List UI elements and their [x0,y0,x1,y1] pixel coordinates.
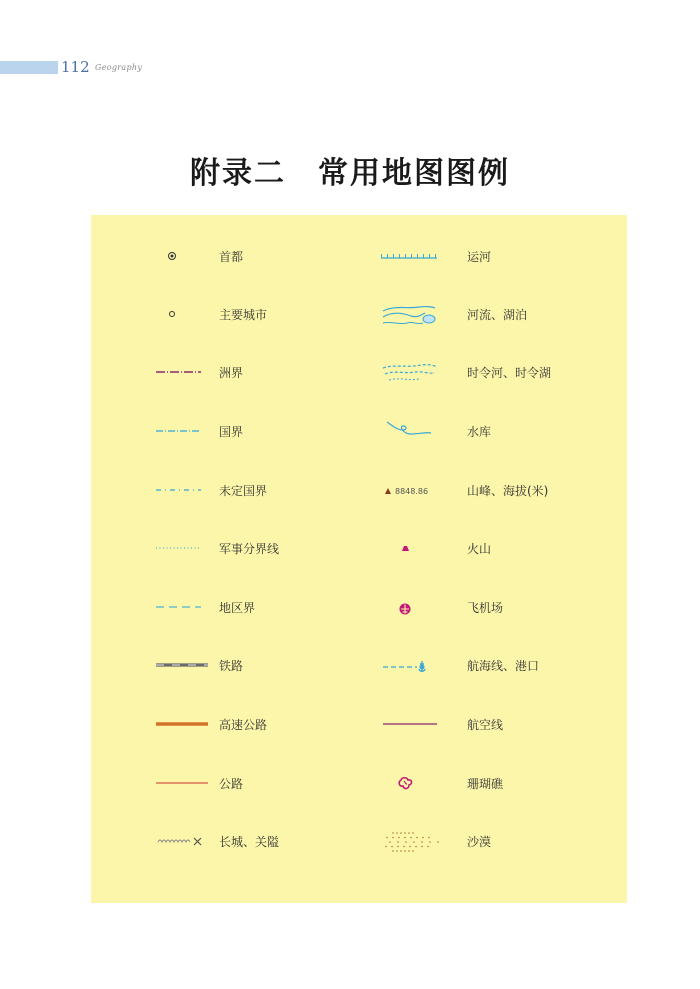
capital-symbol-icon [139,243,209,273]
major-city-symbol-icon [139,301,209,331]
running-head: Geography [95,63,143,72]
legend-label-air-route: 航空线 [467,718,504,732]
national-boundary-symbol-icon [156,418,226,448]
legend-label-capital: 首都 [219,250,244,264]
seasonal-river-symbol-icon [381,359,451,389]
highway-symbol-icon [156,770,226,800]
legend-label-shipping-route: 航海线、港口 [467,659,540,673]
expressway-symbol-icon [156,711,226,741]
legend-label-airport: 飞机场 [467,601,504,615]
volcano-symbol-icon [381,535,451,565]
canal-symbol-icon [381,243,451,273]
legend-label-major-city: 主要城市 [219,308,268,322]
legend-label-coral-reef: 珊瑚礁 [467,777,504,791]
legend-label-reservoir: 水库 [467,425,492,439]
legend-label-railway: 铁路 [219,659,244,673]
undefined-boundary-symbol-icon [156,477,226,507]
air-route-symbol-icon [381,711,451,741]
legend-label-military-line: 军事分界线 [219,542,280,556]
legend-label-regional-boundary: 地区界 [219,601,256,615]
river-lake-symbol-icon [381,301,451,331]
legend-label-seasonal-river: 时令河、时令湖 [467,366,552,380]
railway-symbol-icon [156,652,226,682]
continent-boundary-symbol-icon [156,359,226,389]
coral-reef-symbol-icon [381,770,451,800]
great-wall-symbol-icon [156,828,226,858]
regional-boundary-symbol-icon [156,594,226,624]
legend-label-highway: 公路 [219,777,244,791]
shipping-route-symbol-icon [381,652,451,682]
peak-elevation-text: 8848.86 [395,487,429,496]
desert-symbol-icon [381,828,451,858]
airport-symbol-icon [381,594,451,624]
legend-label-desert: 沙漠 [467,835,492,849]
legend-label-volcano: 火山 [467,542,492,556]
reservoir-symbol-icon [381,418,451,448]
page-number: 112 [61,58,90,76]
military-line-symbol-icon [156,535,226,565]
header-accent-bar [0,61,58,74]
legend-label-canal: 运河 [467,250,492,264]
legend-label-peak: 山峰、海拔(米) [467,484,549,498]
legend-label-undefined-boundary: 未定国界 [219,484,268,498]
legend-label-national-boundary: 国界 [219,425,244,439]
page-title: 附录二 常用地图图例 [190,156,510,191]
legend-panel [91,215,627,903]
legend-label-expressway: 高速公路 [219,718,268,732]
legend-label-river-lake: 河流、湖泊 [467,308,528,322]
legend-label-continent-boundary: 洲界 [219,366,244,380]
legend-label-great-wall: 长城、关隘 [219,835,280,849]
